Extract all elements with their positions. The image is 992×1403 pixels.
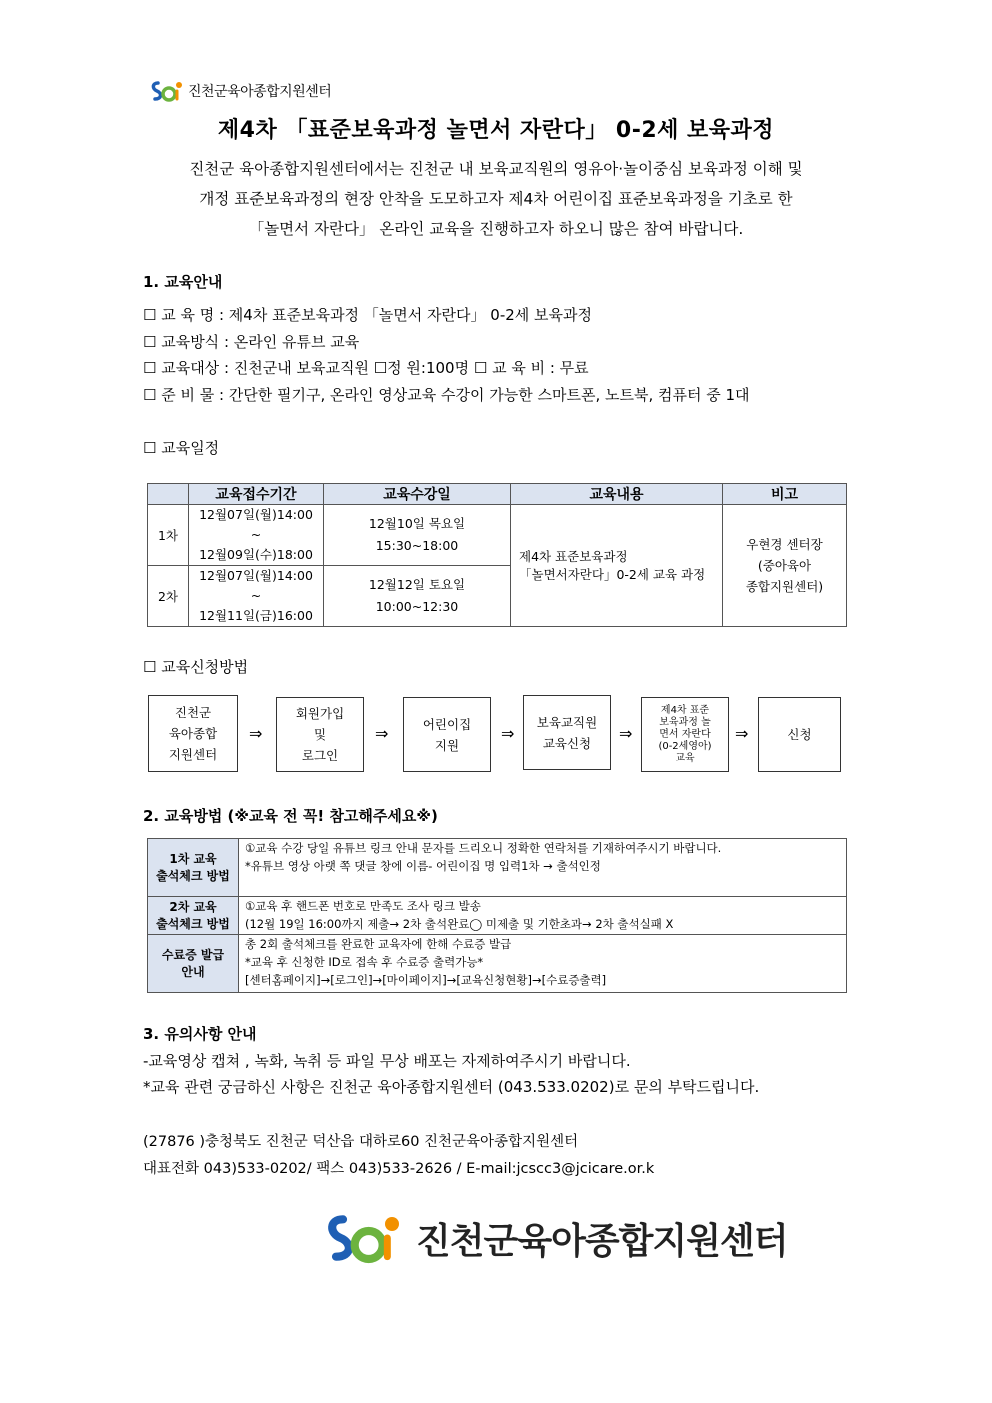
notice-line: *교육 관련 궁금하신 사항은 진천군 육아종합지원센터 (043.533.0202)로 문의 부탁드립니다. [143,1078,760,1096]
date-time: 15:30~18:00 [375,538,459,553]
intro-line: 진천군 육아종합지원센터에서는 진천군 내 보육교직원의 영유아·놀이중심 보육과정 이해 및 [189,160,803,178]
footer-contact: 대표전화 043)533-0202/ 팩스 043)533-2626 / E-mail:jcscc3@jcicare.or.k [143,1161,655,1177]
column-header: 교육접수기간 [189,484,324,505]
period-cell [189,505,324,566]
flow-arrow-icon: ⇒ [735,724,749,743]
method-label: 출석체크 방법 [156,868,230,883]
column-header: 교육내용 [511,484,723,505]
period-start: 12월07일(월)14:00 [199,568,313,583]
table-row [148,935,847,993]
intro-line: 개정 표준보육과정의 현장 안착을 도모하고자 제4차 어린이집 표준보육과정을 기초로 한 [199,190,793,208]
method-content-cell [239,897,847,935]
date-cell [324,566,511,627]
round-cell: 1차 [148,505,189,566]
table-row [148,839,847,897]
method-content-cell [239,935,847,993]
schedule-table [147,483,847,627]
period-start: 12월07일(월)14:00 [199,507,313,522]
notice-line: -교육영상 캡쳐 , 녹화, 녹취 등 파일 무상 배포는 자제하여주시기 바랍니다. [143,1052,631,1070]
note-line: (중아육아 [757,558,812,573]
table-header-row [148,484,847,505]
column-header: 비고 [723,484,847,505]
info-item-supplies: ☐ 준 비 물 : 간단한 필기구, 온라인 영상교육 수강이 가능한 스마트폰, 노트북, 컴퓨터 중 1대 [143,386,750,404]
note-cell [723,505,847,627]
date-day: 12월12일 토요일 [368,577,466,592]
method-content-cell [239,839,847,897]
section3-heading: 3. 유의사항 안내 [143,1025,257,1043]
date-cell [324,505,511,566]
method-line: (12월 19일 16:00까지 제출→ 2차 출석완료◯ 미제출 및 기한초과→ 2차 출석실패 X [245,917,674,931]
flow-step-apply: 신청 [758,697,841,772]
flow-step-course: 제4차 표준 보육과정 놀 면서 자란다 (0-2세영아) 교육 [641,697,729,772]
info-item-target: ☐ 교육대상 : 진천군내 보육교직원 ☐정 원:100명 ☐ 교 육 비 : 무료 [143,359,589,377]
note-line: 우현경 센터장 [746,537,823,552]
period-sep: ~ [250,527,262,542]
note-line: 종합지원센터) [745,579,824,594]
flow-arrow-icon: ⇒ [249,724,263,743]
info-item-method: ☐ 교육방식 : 온라인 유튜브 교육 [143,333,360,351]
method-label: 2차 교육 [169,899,217,914]
flow-step-signup: 회원가입 및 로그인 [276,697,364,772]
method-label-cell [148,839,239,897]
section2-heading: 2. 교육방법 (※교육 전 꼭! 참고해주세요※) [143,807,438,825]
column-header [148,484,189,505]
method-line: *유튜브 영상 아랫 쪽 댓글 창에 이름- 어린이집 명 입력1차 → 출석인정 [245,859,601,873]
apply-heading: ☐ 교육신청방법 [143,658,249,676]
footer-logo [320,1210,788,1266]
period-sep: ~ [250,588,262,603]
content-cell [511,505,723,627]
section1-heading: 1. 교육안내 [143,273,223,291]
method-label: 출석체크 방법 [156,916,230,931]
content-line: 제4차 표준보육과정 [519,548,628,564]
content-line: 「놀면서자란다」0-2세 교육 과정 [519,566,706,582]
flow-step-daycare: 어린이집 지원 [403,697,491,772]
column-header: 교육수강일 [324,484,511,505]
footer-logo-text: 진천군육아종합지원센터 [416,1220,788,1262]
table-row [148,505,847,566]
logo-mark-icon [320,1210,408,1266]
flow-step-staff-apply: 보육교직원 교육신청 [523,695,611,770]
flow-arrow-icon: ⇒ [619,724,633,743]
flow-arrow-icon: ⇒ [375,724,389,743]
header-logo [150,78,331,104]
date-day: 12월10일 목요일 [368,516,466,531]
method-line: *교육 후 신청한 ID로 접속 후 수료증 출력가능* [245,955,484,969]
intro-line: 「놀면서 자란다」 온라인 교육을 진행하고자 하오니 많은 참여 바랍니다. [248,220,744,238]
method-label: 수료증 발급 [161,947,225,962]
period-cell [189,566,324,627]
method-line: [센터홈페이지]→[로그인]→[마이페이지]→[교육신청현황]→[수료증출력] [245,973,607,987]
method-label-cell [148,935,239,993]
header-logo-text: 진천군육아종합지원센터 [188,84,332,100]
info-item-name: ☐ 교 육 명 : 제4차 표준보육과정 「놀면서 자란다」 0-2세 보육과정 [143,306,593,324]
date-time: 10:00~12:30 [375,599,459,614]
round-cell: 2차 [148,566,189,627]
page-title: 제4차 「표준보육과정 놀면서 자란다」 0-2세 보육과정 [217,118,775,143]
period-end: 12월09일(수)18:00 [199,547,313,562]
flow-arrow-icon: ⇒ [501,724,515,743]
method-line: ①교육 수강 당일 유튜브 링크 안내 문자를 드리오니 정확한 연락처를 기재하여주시기 바랍니다. [245,841,722,855]
period-end: 12월11일(금)16:00 [199,608,313,623]
method-table [147,838,847,993]
method-label: 1차 교육 [169,851,217,866]
schedule-heading: ☐ 교육일정 [143,439,220,457]
method-label: 안내 [181,964,205,979]
table-row [148,897,847,935]
logo-mark-icon [150,79,184,103]
intro-paragraph [100,154,892,244]
method-label-cell [148,897,239,935]
flow-step-center: 진천군 육아종합 지원센터 [148,695,238,772]
footer-address: (27876 )충청북도 진천군 덕산읍 대하로60 진천군육아종합지원센터 [143,1134,579,1150]
method-line: 총 2회 출석체크를 완료한 교육자에 한해 수료증 발급 [245,937,512,951]
method-line: ①교육 후 핸드폰 번호로 만족도 조사 링크 발송 [245,899,481,913]
